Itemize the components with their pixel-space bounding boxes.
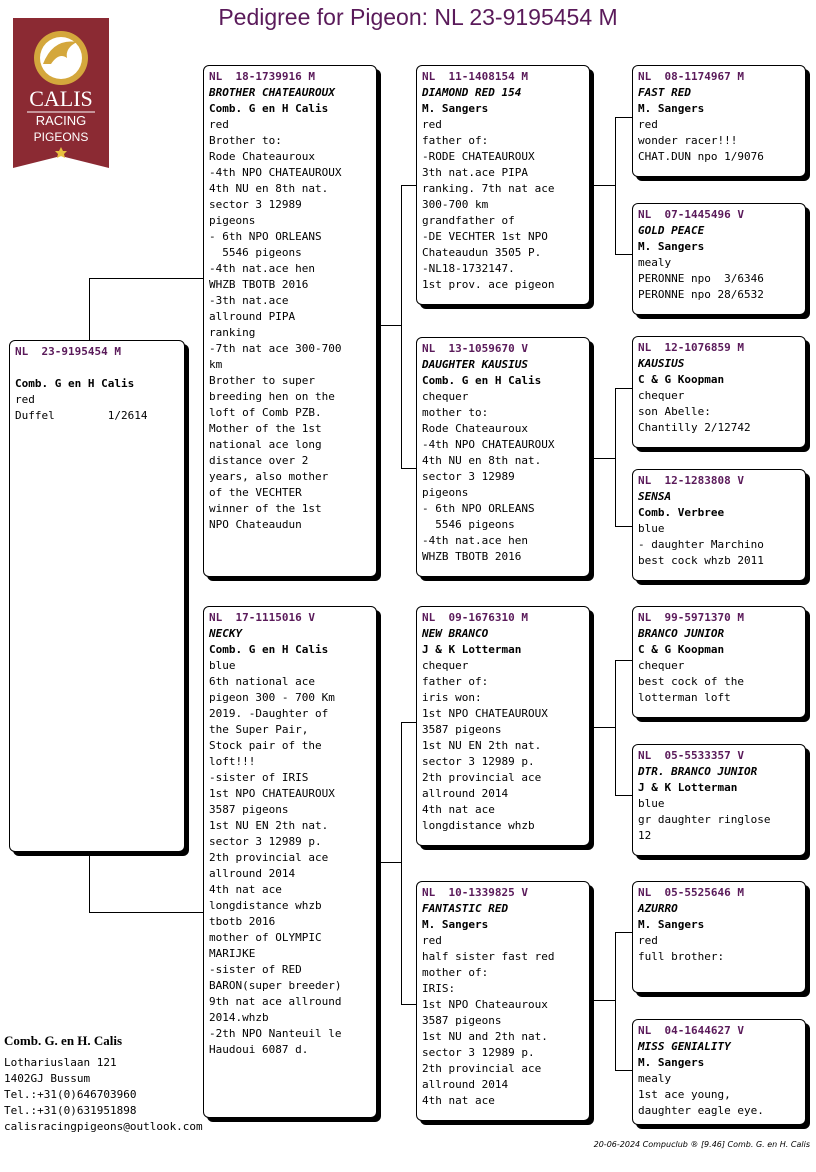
info-line: 1st NPO CHATEAUROUX — [209, 787, 335, 800]
info-line: - 6th NPO ORLEANS — [422, 502, 535, 515]
info-line: loft!!! — [209, 755, 256, 768]
info-line: distance over 2 — [209, 454, 309, 467]
pigeon-name: FANTASTIC RED — [422, 902, 509, 915]
info-line: -4th nat.ace hen — [422, 534, 528, 547]
info-line: Haudoui 6087 d. — [209, 1043, 309, 1056]
info-line: chequer — [638, 659, 685, 672]
info-line: 2019. -Daughter of — [209, 707, 329, 720]
info-line: pigeon 300 - 700 Km — [209, 691, 335, 704]
info-line: 300-700 km — [422, 198, 489, 211]
info-line: blue — [638, 797, 665, 810]
pigeon-name: AZURRO — [638, 902, 678, 915]
breeder-phone: Tel.:+31(0)631951898 — [4, 1104, 137, 1117]
info-line: Mother of the 1st — [209, 422, 322, 435]
info-line: -7th nat ace 300-700 — [209, 342, 342, 355]
owner: C & G Koopman — [638, 643, 725, 656]
info-line: -2th NPO Nanteuil le — [209, 1027, 342, 1040]
owner: J & K Lotterman — [422, 643, 522, 656]
info-line: daughter eagle eye. — [638, 1104, 764, 1117]
info-line: allround PIPA — [209, 310, 296, 323]
info-line: 4th nat ace — [422, 803, 495, 816]
ring-number: NL 18-1739916 M — [209, 70, 315, 83]
info-line: -DE VECHTER 1st NPO — [422, 230, 548, 243]
info-line: loft of Comb PZB. — [209, 406, 322, 419]
info-line: sector 3 12989 p. — [209, 835, 322, 848]
owner: M. Sangers — [422, 918, 489, 931]
info-line: 2th provincial ace — [422, 1062, 542, 1075]
sire-dam-card — [416, 337, 590, 577]
ring-number: NL 12-1283808 V — [638, 474, 744, 487]
info-line: -4th NPO CHATEAUROUX — [209, 166, 342, 179]
sire-sire-sire-card — [632, 65, 806, 177]
info-line: red — [15, 393, 35, 406]
pigeon-name: SENSA — [638, 490, 672, 503]
info-line: Rode Chateauroux — [209, 150, 315, 163]
breeder-name: Comb. G. en H. Calis — [4, 1033, 123, 1048]
info-line: 5546 pigeons — [209, 246, 302, 259]
info-line: 2014.whzb — [209, 1011, 269, 1024]
info-line: sector 3 12989 — [209, 198, 302, 211]
subject-pigeon-card — [9, 340, 185, 852]
pigeon-name: BROTHER CHATEAUROUX — [209, 86, 335, 99]
info-line: 4th nat ace — [422, 1094, 495, 1107]
breeder-address: Lothariuslaan 121 — [4, 1056, 117, 1069]
dam-sire-sire-card — [632, 606, 806, 718]
info-line: 2th provincial ace — [209, 851, 329, 864]
info-line: -sister of RED — [209, 963, 302, 976]
ring-number: NL 08-1174967 M — [638, 70, 744, 83]
info-line: 1st prov. ace pigeon — [422, 278, 555, 291]
info-line: 3th nat.ace PIPA — [422, 166, 528, 179]
info-line: 3587 pigeons — [422, 1014, 502, 1027]
info-line: breeding hen on the — [209, 390, 335, 403]
breeder-phone: Tel.:+31(0)646703960 — [4, 1088, 137, 1101]
dam-dam-sire-card — [632, 881, 806, 993]
info-line: Chantilly 2/12742 — [638, 421, 751, 434]
info-line: pigeons — [422, 486, 469, 499]
svg-text:CALIS: CALIS — [29, 86, 93, 111]
ring-number: NL 99-5971370 M — [638, 611, 744, 624]
dam-sire-dam-card — [632, 744, 806, 856]
owner: M. Sangers — [638, 918, 705, 931]
pigeon-name: GOLD PEACE — [638, 224, 705, 237]
info-line: WHZB TBOTB 2016 — [209, 278, 309, 291]
info-line: blue — [209, 659, 236, 672]
info-line: grandfather of — [422, 214, 515, 227]
owner: J & K Lotterman — [638, 781, 738, 794]
info-line: chequer — [422, 390, 469, 403]
info-line: 4th NU en 8th nat. — [422, 454, 542, 467]
info-line: allround 2014 — [209, 867, 296, 880]
info-line: best cock whzb 2011 — [638, 554, 764, 567]
info-line: km — [209, 358, 223, 371]
info-line: 1st NU EN 2th nat. — [422, 739, 542, 752]
info-line: chequer — [638, 389, 685, 402]
info-line: national ace long — [209, 438, 322, 451]
info-line: mealy — [638, 1072, 672, 1085]
info-line: red — [638, 118, 658, 131]
owner: Comb. G en H Calis — [209, 102, 329, 115]
pigeon-name: BRANCO JUNIOR — [638, 627, 725, 640]
info-line: 1st ace young, — [638, 1088, 731, 1101]
ring-number: NL 05-5533357 V — [638, 749, 744, 762]
info-line: best cock of the — [638, 675, 744, 688]
info-line: 9th nat ace allround — [209, 995, 342, 1008]
breeder-info — [4, 1033, 203, 1135]
info-line: 5546 pigeons — [422, 518, 515, 531]
info-line: ranking — [209, 326, 256, 339]
info-line: tbotb 2016 — [209, 915, 276, 928]
info-line: BARON(super breeder) — [209, 979, 342, 992]
dam-dam-dam-card — [632, 1019, 806, 1125]
breeder-email: calisracingpigeons@outlook.com — [4, 1120, 203, 1133]
info-line: Rode Chateauroux — [422, 422, 528, 435]
info-line: -NL18-1732147. — [422, 262, 515, 275]
info-line: the Super Pair, — [209, 723, 309, 736]
pigeon-name: DTR. BRANCO JUNIOR — [638, 765, 758, 778]
info-line: longdistance whzb — [422, 819, 535, 832]
info-line: -RODE CHATEAUROUX — [422, 150, 535, 163]
info-line: 1st NU EN 2th nat. — [209, 819, 329, 832]
info-line: - 6th NPO ORLEANS — [209, 230, 322, 243]
owner: M. Sangers — [638, 102, 705, 115]
page-title: Pedigree for Pigeon: NL 23-9195454 M — [218, 4, 618, 30]
info-line: 6th national ace — [209, 675, 315, 688]
info-line: years, also mother — [209, 470, 329, 483]
ring-number: NL 07-1445496 V — [638, 208, 744, 221]
info-line: 12 — [638, 829, 652, 842]
pigeon-name: DIAMOND RED 154 — [422, 86, 522, 99]
sire-dam-dam-card — [632, 469, 806, 581]
ring-number: NL 17-1115016 V — [209, 611, 315, 624]
info-line: mother of: — [422, 966, 489, 979]
owner: Comb. G en H Calis — [15, 377, 135, 390]
info-line: sector 3 12989 — [422, 470, 515, 483]
dam-card — [203, 606, 377, 1118]
owner: M. Sangers — [638, 1056, 705, 1069]
info-line: -sister of IRIS — [209, 771, 309, 784]
breeder-postcode: 1402GJ Bussum — [4, 1072, 91, 1085]
info-line: red — [638, 934, 658, 947]
info-line: blue — [638, 522, 665, 535]
info-line: mother of OLYMPIC — [209, 931, 322, 944]
sire-sire-card — [416, 65, 590, 305]
footer-credits: 20-06-2024 Compuclub ® [9.46] Comb. G. en H. Calis — [593, 1140, 810, 1149]
info-line: -4th NPO CHATEAUROUX — [422, 438, 555, 451]
info-line: 1st NPO CHATEAUROUX — [422, 707, 548, 720]
dam-dam-card — [416, 881, 590, 1121]
ring-number: NL 04-1644627 V — [638, 1024, 744, 1037]
info-line: father of: — [422, 134, 489, 147]
info-line: MARIJKE — [209, 947, 256, 960]
info-line: 3587 pigeons — [422, 723, 502, 736]
pigeon-name: MISS GENIALITY — [638, 1040, 731, 1053]
owner: M. Sangers — [422, 102, 489, 115]
ring-number: NL 12-1076859 M — [638, 341, 744, 354]
info-line: 4th nat ace — [209, 883, 282, 896]
info-line: 4th NU en 8th nat. — [209, 182, 329, 195]
info-line: IRIS: — [422, 982, 456, 995]
info-line: sector 3 12989 p. — [422, 755, 535, 768]
info-line: red — [209, 118, 229, 131]
ring-number: NL 05-5525646 M — [638, 886, 744, 899]
info-line: Brother to: — [209, 134, 282, 147]
info-line: sector 3 12989 p. — [422, 1046, 535, 1059]
info-line: father of: — [422, 675, 489, 688]
pigeon-name: NEW BRANCO — [422, 627, 489, 640]
ring-number: NL 23-9195454 M — [15, 345, 121, 358]
ring-number: NL 11-1408154 M — [422, 70, 528, 83]
info-line: ranking. 7th nat ace — [422, 182, 555, 195]
info-line: winner of the 1st — [209, 502, 322, 515]
svg-text:RACING: RACING — [35, 113, 87, 128]
info-line: 1st NPO Chateauroux — [422, 998, 548, 1011]
info-line: longdistance whzb — [209, 899, 322, 912]
info-line: Chateaudun 3505 P. — [422, 246, 542, 259]
info-line: Duffel 1/2614 — [15, 409, 148, 422]
info-line: red — [422, 118, 442, 131]
info-line: iris won: — [422, 691, 482, 704]
owner: Comb. G en H Calis — [209, 643, 329, 656]
info-line: NPO Chateaudun — [209, 518, 302, 531]
info-line: allround 2014 — [422, 1078, 509, 1091]
info-line: full brother: — [638, 950, 725, 963]
info-line: - daughter Marchino — [638, 538, 764, 551]
info-line: half sister fast red — [422, 950, 555, 963]
sire-card — [203, 65, 377, 577]
info-line: PERONNE npo 3/6346 — [638, 272, 764, 285]
sire-dam-sire-card — [632, 336, 806, 448]
owner: M. Sangers — [638, 240, 705, 253]
info-line: allround 2014 — [422, 787, 509, 800]
info-line: wonder racer!!! — [638, 134, 738, 147]
pigeon-name: DAUGHTER KAUSIUS — [422, 358, 528, 371]
calis-logo — [13, 18, 109, 174]
info-line: 1st NU and 2th nat. — [422, 1030, 548, 1043]
ring-number: NL 09-1676310 M — [422, 611, 528, 624]
info-line: red — [422, 934, 442, 947]
info-line: gr daughter ringlose — [638, 813, 771, 826]
info-line: lotterman loft — [638, 691, 731, 704]
info-line: chequer — [422, 659, 469, 672]
info-line: PERONNE npo 28/6532 — [638, 288, 764, 301]
dam-sire-card — [416, 606, 590, 846]
ring-number: NL 13-1059670 V — [422, 342, 528, 355]
info-line: Stock pair of the — [209, 739, 322, 752]
info-line: mother to: — [422, 406, 489, 419]
owner: Comb. Verbree — [638, 506, 725, 519]
info-line: 3587 pigeons — [209, 803, 289, 816]
owner: C & G Koopman — [638, 373, 725, 386]
info-line: mealy — [638, 256, 672, 269]
svg-text:PIGEONS: PIGEONS — [33, 130, 89, 144]
pigeon-name: NECKY — [209, 627, 243, 640]
sire-sire-dam-card — [632, 203, 806, 315]
owner: Comb. G en H Calis — [422, 374, 542, 387]
info-line: son Abelle: — [638, 405, 711, 418]
pigeon-name: KAUSIUS — [638, 357, 685, 370]
info-line: -4th nat.ace hen — [209, 262, 315, 275]
info-line: 2th provincial ace — [422, 771, 542, 784]
ring-number: NL 10-1339825 V — [422, 886, 528, 899]
info-line: -3th nat.ace — [209, 294, 289, 307]
info-line: WHZB TBOTB 2016 — [422, 550, 522, 563]
info-line: Brother to super — [209, 374, 315, 387]
info-line: of the VECHTER — [209, 486, 302, 499]
info-line: CHAT.DUN npo 1/9076 — [638, 150, 764, 163]
info-line: pigeons — [209, 214, 256, 227]
pigeon-name: FAST RED — [638, 86, 691, 99]
